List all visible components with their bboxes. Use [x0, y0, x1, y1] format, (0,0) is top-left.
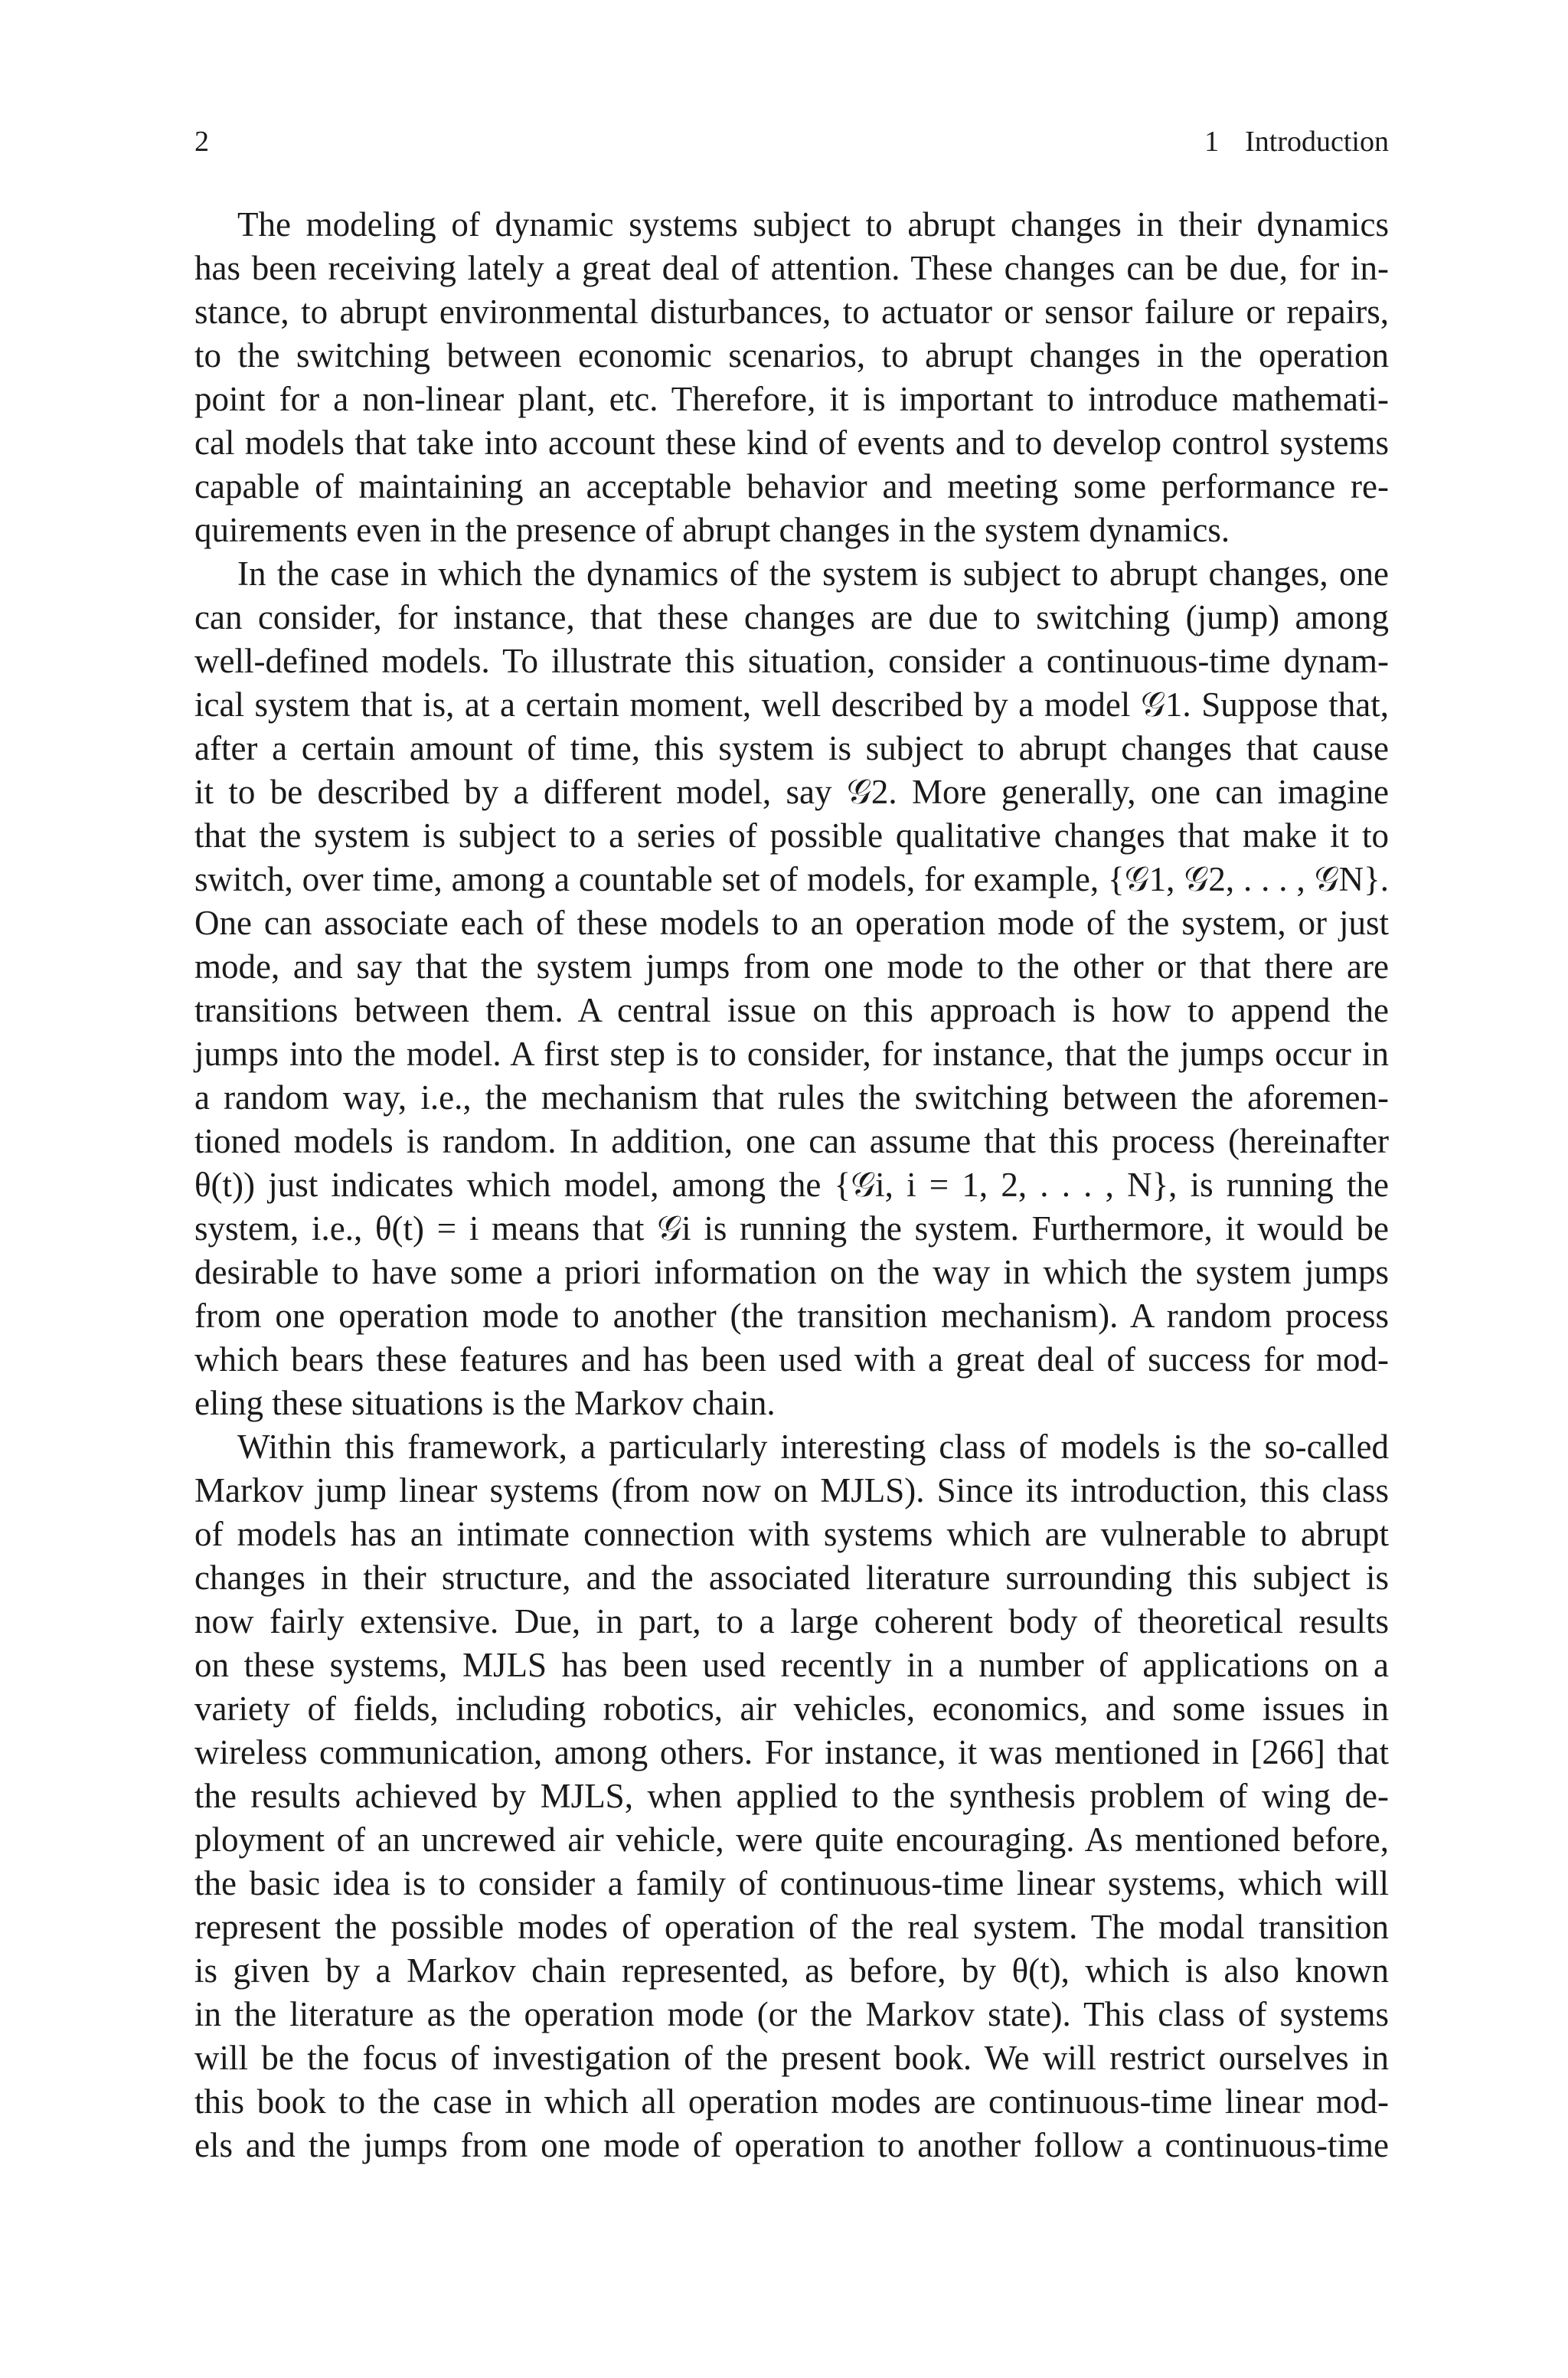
paragraph-1 [194, 203, 1389, 552]
text-line: which bears these features and has been used with a great deal of success for mod- [194, 1340, 1389, 1379]
text-line: the basic idea is to consider a family of continuous-time linear systems, which will [194, 1864, 1389, 1902]
text-line: it to be described by a different model, say 𝒢2. More generally, one can imagine [194, 773, 1389, 811]
text-line: changes in their structure, and the associated literature surrounding this subject is [194, 1559, 1389, 1597]
text-line: this book to the case in which all operation modes are continuous-time linear mod- [194, 2082, 1389, 2121]
text-line: point for a non-linear plant, etc. Therefore, it is important to introduce mathemati- [194, 380, 1389, 418]
text-line: that the system is subject to a series of possible qualitative changes that make it to [194, 816, 1389, 855]
text-line: has been receiving lately a great deal of attention. These changes can be due, for in- [194, 249, 1389, 287]
text-line: stance, to abrupt environmental disturbances, to actuator or sensor failure or repairs, [194, 293, 1389, 331]
text-line: wireless communication, among others. For instance, it was mentioned in [266] that [194, 1733, 1389, 1771]
text-line: system, i.e., θ(t) = i means that 𝒢i is running the system. Furthermore, it would be [194, 1209, 1389, 1248]
text-line: cal models that take into account these kind of events and to develop control systems [194, 424, 1389, 462]
text-line: represent the possible modes of operation of the real system. The modal transition [194, 1908, 1389, 1946]
text-line: in the literature as the operation mode (or the Markov state). This class of systems [194, 1995, 1389, 2033]
text-line: θ(t)) just indicates which model, among the {𝒢i, i = 1, 2, . . . , N}, is running the [194, 1166, 1389, 1204]
text-line: will be the focus of investigation of the present book. We will restrict ourselves in [194, 2039, 1389, 2077]
text-line: eling these situations is the Markov chain. [194, 1384, 776, 1422]
text-line: is given by a Markov chain represented, as before, by θ(t), which is also known [194, 1951, 1389, 1990]
text-line: transitions between them. A central issue on this approach is how to append the [194, 991, 1389, 1029]
text-line: mode, and say that the system jumps from one mode to the other or that there are [194, 947, 1389, 986]
paragraph-3 [194, 1425, 1389, 2167]
text-line: switch, over time, among a countable set of models, for example, {𝒢1, 𝒢2, . . . , 𝒢N}. [194, 860, 1389, 898]
chapter-number: 1 [1204, 126, 1220, 158]
body-text [194, 203, 1389, 2167]
text-line: can consider, for instance, that these changes are due to switching (jump) among [194, 598, 1389, 636]
text-line: Within this framework, a particularly interesting class of models is the so-called [237, 1428, 1389, 1466]
text-line: tioned models is random. In addition, one can assume that this process (hereinafter [194, 1122, 1389, 1160]
text-line: variety of fields, including robotics, air vehicles, economics, and some issues in [194, 1689, 1389, 1728]
page-number: 2 [194, 126, 209, 158]
text-line: after a certain amount of time, this system is subject to abrupt changes that cause [194, 729, 1389, 767]
text-line: capable of maintaining an acceptable behavior and meeting some performance re- [194, 467, 1389, 505]
paragraph-2 [194, 552, 1389, 1425]
text-line: Markov jump linear systems (from now on MJLS). Since its introduction, this class [194, 1471, 1389, 1510]
text-line: on these systems, MJLS has been used recently in a number of applications on a [194, 1646, 1389, 1684]
chapter-title: Introduction [1245, 126, 1389, 158]
text-line: quirements even in the presence of abrupt changes in the system dynamics. [194, 511, 1230, 549]
text-line: ical system that is, at a certain moment, well described by a model 𝒢1. Suppose that, [194, 685, 1389, 724]
text-line: of models has an intimate connection with systems which are vulnerable to abrupt [194, 1515, 1389, 1553]
text-line: a random way, i.e., the mechanism that rules the switching between the aforemen- [194, 1078, 1389, 1117]
text-line: The modeling of dynamic systems subject to abrupt changes in their dynamics [237, 205, 1389, 244]
text-line: els and the jumps from one mode of operation to another follow a continuous-time [194, 2126, 1389, 2164]
text-line: desirable to have some a priori information on the way in which the system jumps [194, 1253, 1389, 1291]
running-head [194, 123, 1389, 161]
text-line: the results achieved by MJLS, when applied to the synthesis problem of wing de- [194, 1777, 1389, 1815]
chapter-heading [1204, 123, 1389, 161]
text-line: ployment of an uncrewed air vehicle, were quite encouraging. As mentioned before, [194, 1820, 1389, 1859]
text-line: One can associate each of these models to an operation mode of the system, or just [194, 904, 1389, 942]
text-line: In the case in which the dynamics of the system is subject to abrupt changes, one [237, 554, 1389, 593]
text-line: now fairly extensive. Due, in part, to a large coherent body of theoretical results [194, 1602, 1389, 1640]
text-line: well-defined models. To illustrate this situation, consider a continuous-time dynam- [194, 642, 1389, 680]
text-line: jumps into the model. A first step is to consider, for instance, that the jumps occur in [194, 1035, 1389, 1073]
text-line: from one operation mode to another (the transition mechanism). A random process [194, 1297, 1389, 1335]
text-line: to the switching between economic scenarios, to abrupt changes in the operation [194, 336, 1389, 375]
